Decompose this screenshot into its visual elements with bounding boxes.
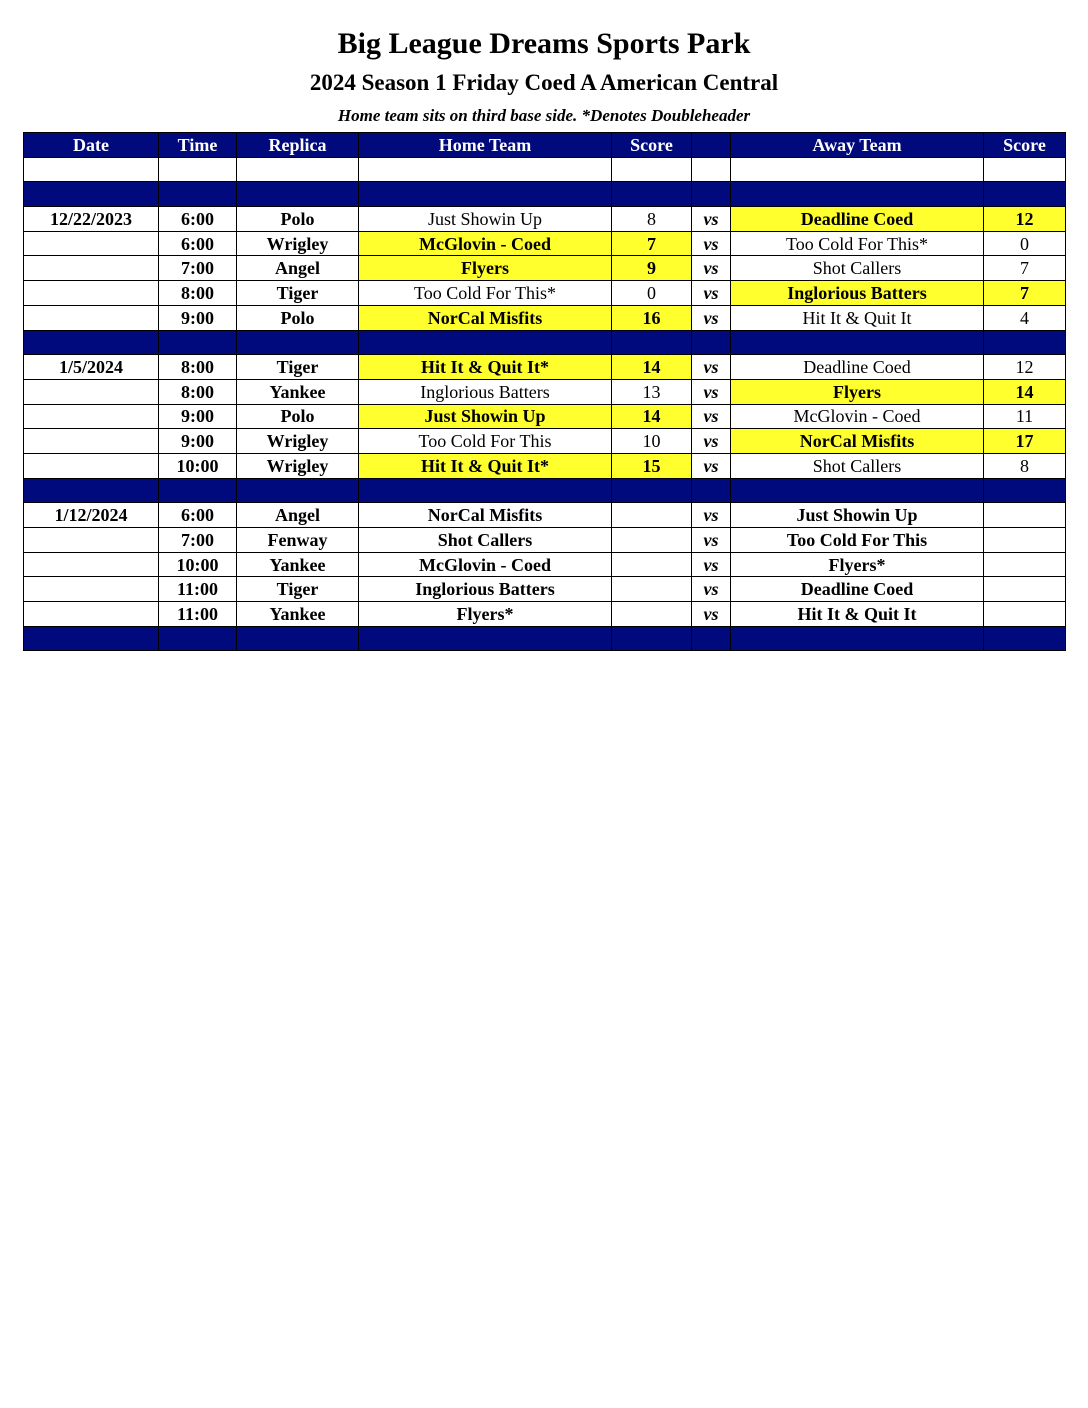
away-team-cell: Deadline Coed	[731, 355, 984, 380]
away-team-cell: Hit It & Quit It	[731, 602, 984, 627]
table-row	[24, 379, 1066, 404]
vs-cell: vs	[692, 231, 731, 256]
home-team-cell: NorCal Misfits	[359, 503, 612, 528]
empty-cell	[692, 626, 731, 651]
home-score-cell: 10	[612, 429, 692, 454]
table-row	[24, 503, 1066, 528]
empty-cell	[237, 157, 359, 182]
home-team-cell: Inglorious Batters	[359, 577, 612, 602]
empty-cell	[612, 182, 692, 207]
away-team-cell: McGlovin - Coed	[731, 404, 984, 429]
replica-cell: Yankee	[237, 552, 359, 577]
time-cell: 9:00	[159, 404, 237, 429]
away-team-cell: Flyers	[731, 379, 984, 404]
empty-cell	[731, 182, 984, 207]
away-team-cell: Deadline Coed	[731, 207, 984, 232]
empty-cell	[692, 330, 731, 355]
replica-cell: Polo	[237, 207, 359, 232]
separator-row	[24, 626, 1066, 651]
schedule-body	[24, 157, 1066, 651]
empty-cell	[984, 182, 1066, 207]
vs-cell: vs	[692, 503, 731, 528]
empty-cell	[359, 478, 612, 503]
away-team-cell: Hit It & Quit It	[731, 305, 984, 330]
vs-cell: vs	[692, 429, 731, 454]
away-team-cell: Just Showin Up	[731, 503, 984, 528]
away-score-cell: 11	[984, 404, 1066, 429]
away-team-cell: Inglorious Batters	[731, 281, 984, 306]
replica-cell: Wrigley	[237, 231, 359, 256]
replica-cell: Tiger	[237, 577, 359, 602]
empty-cell	[159, 626, 237, 651]
schedule-table	[23, 132, 1066, 651]
empty-cell	[237, 330, 359, 355]
vs-cell: vs	[692, 379, 731, 404]
time-cell: 8:00	[159, 355, 237, 380]
date-cell: 1/12/2024	[24, 503, 159, 528]
away-score-cell: 14	[984, 379, 1066, 404]
home-score-cell: 9	[612, 256, 692, 281]
away-score-cell	[984, 577, 1066, 602]
replica-cell: Polo	[237, 305, 359, 330]
table-row	[24, 355, 1066, 380]
table-row	[24, 256, 1066, 281]
home-score-cell	[612, 602, 692, 627]
date-cell: 12/22/2023	[24, 207, 159, 232]
table-row	[24, 207, 1066, 232]
blank-row	[24, 157, 1066, 182]
date-cell	[24, 602, 159, 627]
away-score-cell	[984, 528, 1066, 553]
col-header-replica: Replica	[237, 133, 359, 158]
empty-cell	[359, 626, 612, 651]
empty-cell	[731, 330, 984, 355]
col-header-date: Date	[24, 133, 159, 158]
away-score-cell: 17	[984, 429, 1066, 454]
home-score-cell	[612, 552, 692, 577]
time-cell: 6:00	[159, 503, 237, 528]
page-note: Home team sits on third base side. *Denotes Doubleheader	[337, 106, 751, 125]
date-cell	[24, 231, 159, 256]
time-cell: 9:00	[159, 305, 237, 330]
date-cell	[24, 281, 159, 306]
away-team-cell: Shot Callers	[731, 256, 984, 281]
date-cell: 1/5/2024	[24, 355, 159, 380]
vs-cell: vs	[692, 552, 731, 577]
time-cell: 7:00	[159, 528, 237, 553]
away-team-cell: Shot Callers	[731, 453, 984, 478]
empty-cell	[159, 330, 237, 355]
time-cell: 6:00	[159, 207, 237, 232]
home-score-cell: 14	[612, 355, 692, 380]
home-team-cell: Just Showin Up	[359, 404, 612, 429]
replica-cell: Wrigley	[237, 429, 359, 454]
home-team-cell: Inglorious Batters	[359, 379, 612, 404]
empty-cell	[24, 330, 159, 355]
time-cell: 7:00	[159, 256, 237, 281]
empty-cell	[24, 182, 159, 207]
home-score-cell	[612, 577, 692, 602]
date-cell	[24, 379, 159, 404]
col-header-away-score: Score	[984, 133, 1066, 158]
separator-row	[24, 330, 1066, 355]
col-header-away-team: Away Team	[731, 133, 984, 158]
col-header-vs	[692, 133, 731, 158]
replica-cell: Tiger	[237, 355, 359, 380]
away-score-cell: 12	[984, 207, 1066, 232]
away-team-cell: Flyers*	[731, 552, 984, 577]
home-score-cell	[612, 528, 692, 553]
table-row	[24, 602, 1066, 627]
vs-cell: vs	[692, 281, 731, 306]
table-row	[24, 404, 1066, 429]
home-score-cell: 14	[612, 404, 692, 429]
empty-cell	[731, 478, 984, 503]
away-score-cell	[984, 602, 1066, 627]
empty-cell	[984, 478, 1066, 503]
away-score-cell	[984, 552, 1066, 577]
time-cell: 10:00	[159, 552, 237, 577]
separator-row	[24, 478, 1066, 503]
vs-cell: vs	[692, 305, 731, 330]
empty-cell	[612, 626, 692, 651]
date-cell	[24, 577, 159, 602]
away-score-cell: 0	[984, 231, 1066, 256]
replica-cell: Angel	[237, 503, 359, 528]
empty-cell	[692, 182, 731, 207]
home-team-cell: NorCal Misfits	[359, 305, 612, 330]
table-row	[24, 552, 1066, 577]
time-cell: 8:00	[159, 281, 237, 306]
page-subtitle: 2024 Season 1 Friday Coed A American Central	[309, 70, 779, 95]
home-score-cell	[612, 503, 692, 528]
away-score-cell: 12	[984, 355, 1066, 380]
time-cell: 8:00	[159, 379, 237, 404]
away-score-cell: 7	[984, 281, 1066, 306]
date-cell	[24, 404, 159, 429]
empty-cell	[984, 157, 1066, 182]
table-row	[24, 305, 1066, 330]
home-score-cell: 15	[612, 453, 692, 478]
empty-cell	[612, 330, 692, 355]
home-team-cell: Just Showin Up	[359, 207, 612, 232]
empty-cell	[984, 626, 1066, 651]
vs-cell: vs	[692, 602, 731, 627]
away-team-cell: NorCal Misfits	[731, 429, 984, 454]
table-row	[24, 577, 1066, 602]
home-team-cell: Hit It & Quit It*	[359, 453, 612, 478]
empty-cell	[359, 330, 612, 355]
col-header-time: Time	[159, 133, 237, 158]
time-cell: 11:00	[159, 602, 237, 627]
empty-cell	[159, 157, 237, 182]
home-team-cell: McGlovin - Coed	[359, 231, 612, 256]
replica-cell: Tiger	[237, 281, 359, 306]
time-cell: 11:00	[159, 577, 237, 602]
home-team-cell: Flyers*	[359, 602, 612, 627]
empty-cell	[612, 478, 692, 503]
vs-cell: vs	[692, 355, 731, 380]
table-row	[24, 528, 1066, 553]
vs-cell: vs	[692, 256, 731, 281]
home-team-cell: Shot Callers	[359, 528, 612, 553]
vs-cell: vs	[692, 528, 731, 553]
home-team-cell: Hit It & Quit It*	[359, 355, 612, 380]
date-cell	[24, 429, 159, 454]
home-team-cell: Too Cold For This	[359, 429, 612, 454]
home-team-cell: McGlovin - Coed	[359, 552, 612, 577]
date-cell	[24, 256, 159, 281]
empty-cell	[237, 478, 359, 503]
away-score-cell	[984, 503, 1066, 528]
date-cell	[24, 528, 159, 553]
empty-cell	[731, 626, 984, 651]
empty-cell	[237, 182, 359, 207]
replica-cell: Angel	[237, 256, 359, 281]
time-cell: 6:00	[159, 231, 237, 256]
empty-cell	[612, 157, 692, 182]
col-header-home-team: Home Team	[359, 133, 612, 158]
date-cell	[24, 453, 159, 478]
vs-cell: vs	[692, 453, 731, 478]
home-score-cell: 8	[612, 207, 692, 232]
vs-cell: vs	[692, 404, 731, 429]
empty-cell	[24, 626, 159, 651]
empty-cell	[237, 626, 359, 651]
empty-cell	[359, 182, 612, 207]
vs-cell: vs	[692, 207, 731, 232]
replica-cell: Fenway	[237, 528, 359, 553]
empty-cell	[731, 157, 984, 182]
home-team-cell: Too Cold For This*	[359, 281, 612, 306]
replica-cell: Yankee	[237, 379, 359, 404]
away-team-cell: Too Cold For This	[731, 528, 984, 553]
home-score-cell: 0	[612, 281, 692, 306]
away-score-cell: 4	[984, 305, 1066, 330]
home-score-cell: 13	[612, 379, 692, 404]
empty-cell	[159, 478, 237, 503]
table-row	[24, 453, 1066, 478]
vs-cell: vs	[692, 577, 731, 602]
replica-cell: Polo	[237, 404, 359, 429]
date-cell	[24, 552, 159, 577]
replica-cell: Yankee	[237, 602, 359, 627]
away-team-cell: Too Cold For This*	[731, 231, 984, 256]
replica-cell: Wrigley	[237, 453, 359, 478]
empty-cell	[24, 157, 159, 182]
table-row	[24, 429, 1066, 454]
time-cell: 10:00	[159, 453, 237, 478]
away-score-cell: 7	[984, 256, 1066, 281]
separator-row	[24, 182, 1066, 207]
away-team-cell: Deadline Coed	[731, 577, 984, 602]
date-cell	[24, 305, 159, 330]
empty-cell	[984, 330, 1066, 355]
home-team-cell: Flyers	[359, 256, 612, 281]
away-score-cell: 8	[984, 453, 1066, 478]
table-row	[24, 281, 1066, 306]
empty-cell	[359, 157, 612, 182]
empty-cell	[692, 157, 731, 182]
page-title: Big League Dreams Sports Park	[337, 27, 751, 60]
table-row	[24, 231, 1066, 256]
empty-cell	[24, 478, 159, 503]
home-score-cell: 7	[612, 231, 692, 256]
empty-cell	[692, 478, 731, 503]
col-header-home-score: Score	[612, 133, 692, 158]
home-score-cell: 16	[612, 305, 692, 330]
empty-cell	[159, 182, 237, 207]
time-cell: 9:00	[159, 429, 237, 454]
table-header-row	[24, 133, 1066, 158]
